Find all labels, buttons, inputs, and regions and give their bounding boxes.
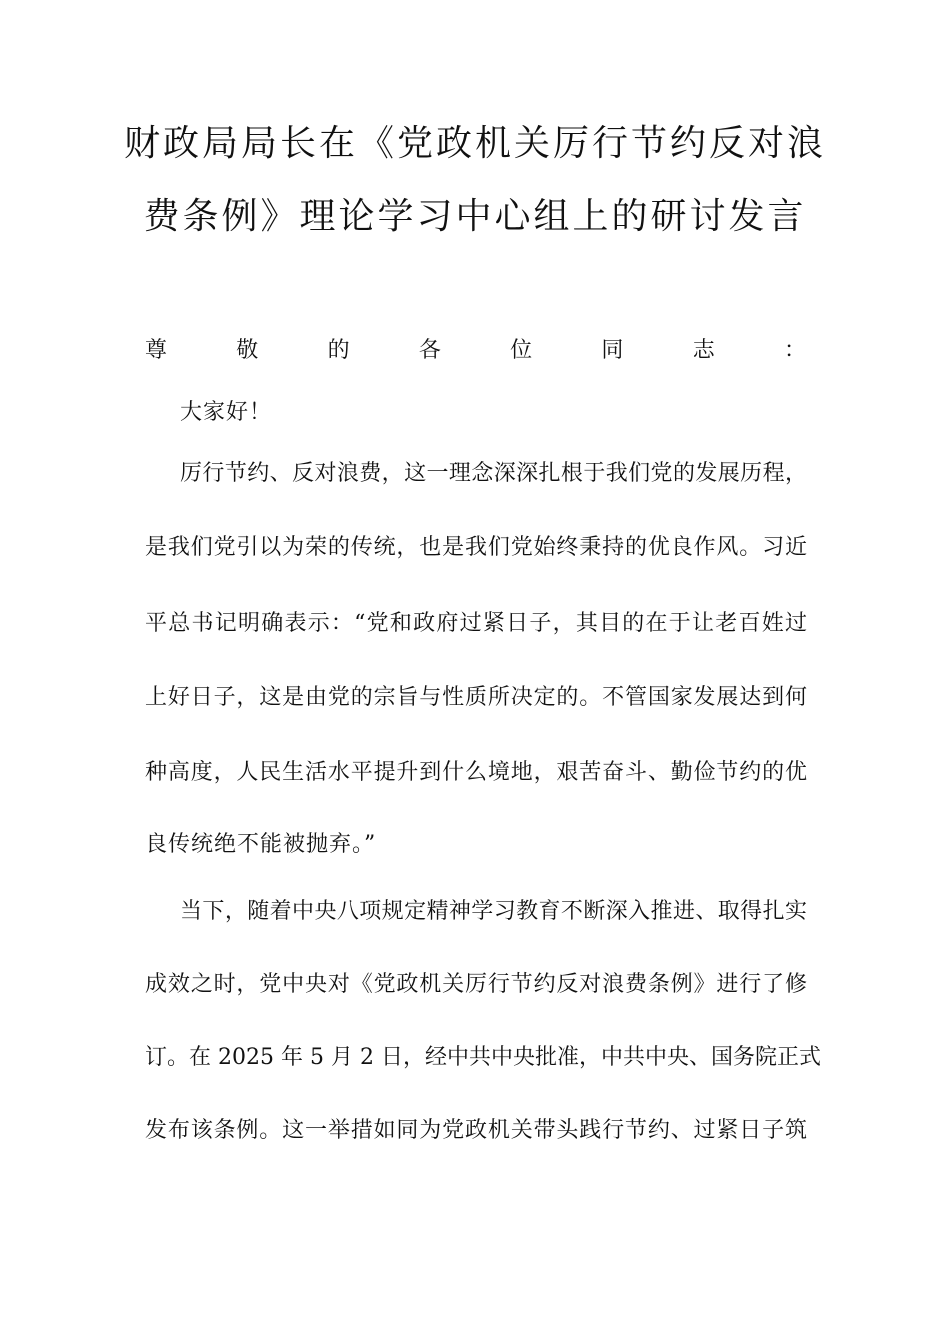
paragraph-2-line-2: 成效之时，党中央对《党政机关厉行节约反对浪费条例》进行了修 bbox=[145, 972, 807, 997]
salutation bbox=[145, 336, 807, 366]
paragraph-2-line-3: 订。在 2025 年 5 月 2 日，经中共中央批准，中共中央、国务院正式 bbox=[145, 1045, 821, 1070]
greeting bbox=[180, 398, 807, 428]
paragraph-1-line-3: 平总书记明确表示：“党和政府过紧日子，其目的在于让老百姓过 bbox=[145, 611, 807, 636]
paragraph-1-line-6 bbox=[145, 830, 807, 860]
document-title-line-1: 财政局局长在《党政机关厉行节约反对浪 bbox=[123, 123, 826, 164]
paragraph-1-line-1: 厉行节约、反对浪费，这一理念深深扎根于我们党的发展历程， bbox=[180, 461, 807, 486]
salutation-text: 尊敬的各位同志： bbox=[145, 338, 807, 363]
paragraph-1-line-2: 是我们党引以为荣的传统，也是我们党始终秉持的优良作风。习近 bbox=[145, 535, 807, 560]
paragraph-2-line-1: 当下，随着中央八项规定精神学习教育不断深入推进、取得扎实 bbox=[180, 899, 807, 924]
paragraph-2-line-4: 发布该条例。这一举措如同为党政机关带头践行节约、过紧日子筑 bbox=[145, 1118, 807, 1143]
paragraph-1-line-6-text: 良传统绝不能被抛弃。” bbox=[145, 832, 377, 857]
paragraph-1-line-5: 种高度，人民生活水平提升到什么境地，艰苦奋斗、勤俭节约的优 bbox=[145, 760, 807, 785]
paragraph-1-line-4: 上好日子，这是由党的宗旨与性质所决定的。不管国家发展达到何 bbox=[145, 685, 807, 710]
greeting-text: 大家好！ bbox=[180, 400, 273, 425]
document-title-line-2: 费条例》理论学习中心组上的研讨发言 bbox=[143, 196, 807, 237]
